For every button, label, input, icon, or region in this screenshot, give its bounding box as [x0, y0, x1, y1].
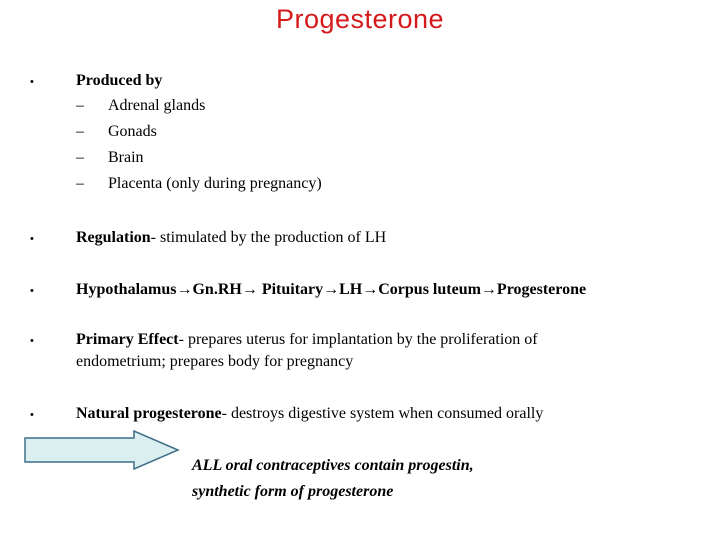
primary-effect-label: Primary Effect	[76, 331, 179, 348]
pathway-line: Hypothalamus→Gn.RH→ Pituitary→LH→Corpus luteum→Progesterone	[76, 281, 587, 298]
regulation-line	[76, 228, 386, 248]
bullet-icon: •	[30, 76, 34, 88]
page-title: Progesterone	[275, 4, 445, 34]
right-arrow-icon	[24, 430, 180, 470]
contraceptive-note-line-2: synthetic form of progesterone	[192, 483, 394, 500]
dash-icon: –	[76, 97, 84, 114]
primary-effect-text: - prepares uterus for implantation by the proliferation of	[178, 331, 538, 348]
regulation-label: Regulation	[76, 229, 151, 246]
dash-icon: –	[76, 149, 84, 166]
bullet-icon: •	[30, 335, 34, 347]
produced-heading: Produced by	[76, 72, 163, 89]
bullet-icon: •	[30, 285, 34, 297]
produced-item-brain: Brain	[108, 149, 144, 166]
bullet-icon: •	[30, 233, 34, 245]
produced-item-gonads: Gonads	[108, 123, 157, 140]
contraceptive-note-line-1: ALL oral contraceptives contain progestin,	[192, 457, 474, 474]
bullet-icon: •	[30, 409, 34, 421]
primary-effect-line	[76, 330, 538, 350]
regulation-text: - stimulated by the production of LH	[150, 229, 387, 246]
natural-line	[76, 404, 543, 424]
natural-text: - destroys digestive system when consumed orally	[221, 405, 544, 422]
natural-label: Natural progesterone	[76, 405, 222, 422]
primary-effect-line-2: endometrium; prepares body for pregnancy	[76, 353, 354, 370]
dash-icon: –	[76, 123, 84, 140]
dash-icon: –	[76, 175, 84, 192]
produced-item-adrenal: Adrenal glands	[108, 97, 206, 114]
produced-item-placenta: Placenta (only during pregnancy)	[108, 175, 322, 192]
